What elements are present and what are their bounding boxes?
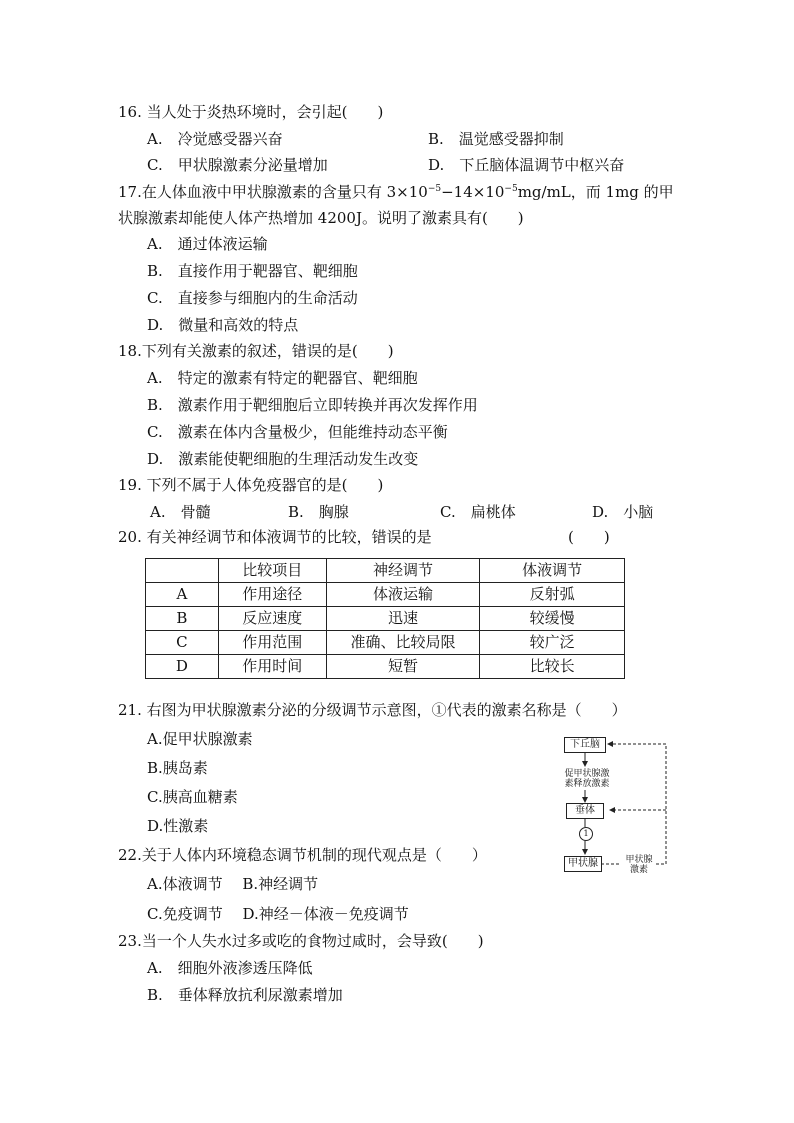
- question-18-option-b: B. 激素作用于靶细胞后立即转换并再次发挥作用: [147, 396, 478, 414]
- question-16-option-a: A. 冷觉感受器兴奋: [147, 130, 283, 148]
- question-21-option-c: C.胰高血糖素: [147, 788, 238, 806]
- question-18-option-d: D. 激素能使靶细胞的生理活动发生改变: [147, 450, 419, 468]
- table-cell: C: [146, 631, 219, 655]
- table-row: [146, 583, 625, 607]
- question-22-options-row-1: A.体液调节 B.神经调节: [147, 875, 319, 893]
- question-21-stem: 21. 右图为甲状腺激素分泌的分级调节示意图，①代表的激素名称是（ ）: [118, 701, 627, 719]
- table-cell: 作用时间: [218, 655, 326, 679]
- thyroxine-label-line-1: 甲状腺: [625, 855, 653, 865]
- question-19-option-b: B. 胸腺: [288, 503, 349, 521]
- question-16-stem: 16. 当人处于炎热环境时，会引起( ): [118, 103, 384, 121]
- question-18-stem: 18.下列有关激素的叙述，错误的是( ): [118, 342, 394, 360]
- feedback-line-to-hypothalamus: [608, 744, 666, 864]
- trh-label-line-1: 促甲状腺激: [564, 769, 610, 779]
- thyroid-regulation-diagram: [556, 734, 676, 880]
- question-17-exponent-1: −5: [427, 184, 442, 194]
- question-21-option-b: B.胰岛素: [147, 759, 208, 777]
- table-cell: 作用途径: [218, 583, 326, 607]
- question-23-stem: 23.当一个人失水过多或吃的食物过咸时，会导致( ): [118, 932, 484, 950]
- hormone-1-circle: 1: [579, 827, 593, 841]
- question-23-option-a: A. 细胞外液渗透压降低: [147, 959, 313, 977]
- table-header-row: [146, 559, 625, 583]
- trh-label-line-2: 素释放激素: [564, 779, 610, 789]
- question-19-option-a: A. 骨髓: [150, 503, 211, 521]
- table-cell: D: [146, 655, 219, 679]
- table-cell: 反射弧: [480, 583, 625, 607]
- thyroxine-label-line-2: 激素: [629, 865, 648, 875]
- table-cell: 反应速度: [218, 607, 326, 631]
- question-17-stem-part-a: 17.在人体血液中甲状腺激素的含量只有 3×10: [118, 183, 428, 201]
- table-cell: 准确、比较局限: [326, 631, 480, 655]
- question-17-option-d: D. 微量和高效的特点: [147, 316, 299, 334]
- comparison-table: [145, 558, 625, 679]
- table-cell: 比较长: [480, 655, 625, 679]
- question-21-option-a: A.促甲状腺激素: [147, 730, 253, 748]
- question-19-stem: 19. 下列不属于人体免疫器官的是( ): [118, 476, 384, 494]
- question-18-option-a: A. 特定的激素有特定的靶器官、靶细胞: [147, 369, 418, 387]
- question-17-option-b: B. 直接作用于靶器官、靶细胞: [147, 262, 358, 280]
- question-17-option-c: C. 直接参与细胞内的生命活动: [147, 289, 358, 307]
- question-19-option-d: D. 小脑: [592, 503, 654, 521]
- table-cell: A: [146, 583, 219, 607]
- thyroid-box: 甲状腺: [564, 856, 602, 872]
- question-17-exponent-2: −5: [504, 184, 518, 194]
- pituitary-box: 垂体: [566, 803, 604, 819]
- table-row: [146, 655, 625, 679]
- question-20-stem: 20. 有关神经调节和体液调节的比较，错误的是: [118, 528, 432, 546]
- table-header-cell: [146, 559, 219, 583]
- question-23-option-b: B. 垂体释放抗利尿激素增加: [147, 986, 343, 1004]
- question-16-option-c: C. 甲状腺激素分泌量增加: [147, 156, 328, 174]
- table-cell: 较缓慢: [480, 607, 625, 631]
- question-17-stem: [118, 182, 674, 202]
- table-header-cell: 神经调节: [326, 559, 480, 583]
- question-22-options-row-2: C.免疫调节 D.神经－体液－免疫调节: [147, 905, 409, 923]
- question-17-stem-part-c: mg/mL，而 1mg 的甲: [517, 183, 674, 201]
- table-cell: 较广泛: [480, 631, 625, 655]
- question-17-option-a: A. 通过体液运输: [147, 235, 268, 253]
- table-cell: 作用范围: [218, 631, 326, 655]
- question-19-option-c: C. 扁桃体: [440, 503, 516, 521]
- question-22-stem: 22.关于人体内环境稳态调节机制的现代观点是（ ）: [118, 846, 487, 864]
- question-18-option-c: C. 激素在体内含量极少，但能维持动态平衡: [147, 423, 448, 441]
- table-row: [146, 631, 625, 655]
- hypothalamus-box: 下丘脑: [564, 737, 606, 753]
- question-16-option-d: D. 下丘脑体温调节中枢兴奋: [428, 156, 625, 174]
- table-header-cell: 体液调节: [480, 559, 625, 583]
- question-20-answer-paren: ( ): [568, 528, 610, 546]
- table-cell: 短暂: [326, 655, 480, 679]
- question-16-option-b: B. 温觉感受器抑制: [428, 130, 564, 148]
- table-header-cell: 比较项目: [218, 559, 326, 583]
- question-21-option-d: D.性激素: [147, 817, 209, 835]
- table-cell: 迅速: [326, 607, 480, 631]
- question-17-stem-part-b: −14×10: [441, 183, 505, 201]
- table-row: [146, 607, 625, 631]
- question-17-stem-line-2: 状腺激素却能使人体产热增加 4200J。说明了激素具有( ): [118, 209, 524, 227]
- table-cell: B: [146, 607, 219, 631]
- table-cell: 体液运输: [326, 583, 480, 607]
